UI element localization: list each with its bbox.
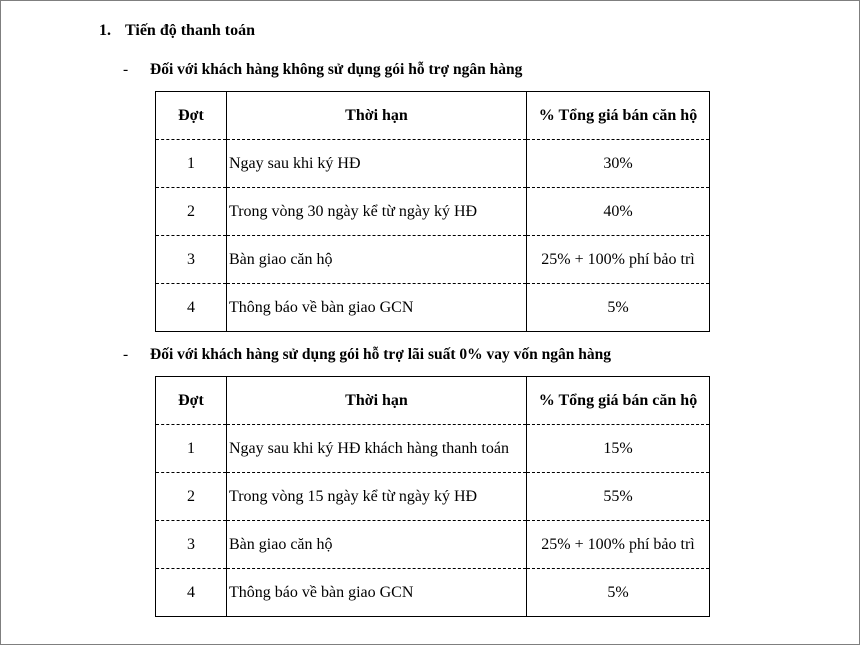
cell-dot: 4 — [156, 284, 227, 332]
bullet-dash: - — [123, 346, 129, 363]
cell-thoi-han: Bàn giao căn hộ — [227, 521, 527, 569]
cell-dot: 3 — [156, 236, 227, 284]
cell-dot: 3 — [156, 521, 227, 569]
cell-thoi-han: Ngay sau khi ký HĐ khách hàng thanh toán — [227, 425, 527, 473]
cell-dot: 2 — [156, 188, 227, 236]
cell-ty-le: 15% — [527, 425, 710, 473]
section-heading — [99, 22, 255, 40]
header-ty-le: % Tổng giá bán căn hộ — [527, 377, 710, 425]
section-number: 1. — [99, 22, 111, 39]
table-row — [156, 284, 710, 332]
bullet-dash: - — [123, 61, 129, 78]
header-thoi-han: Thời hạn — [227, 377, 527, 425]
table-header-row — [156, 92, 710, 140]
table-row — [156, 140, 710, 188]
table-row — [156, 473, 710, 521]
header-dot: Đợt — [156, 377, 227, 425]
cell-ty-le: 40% — [527, 188, 710, 236]
cell-ty-le: 25% + 100% phí bảo trì — [527, 521, 710, 569]
cell-ty-le: 5% — [527, 569, 710, 617]
cell-dot: 1 — [156, 140, 227, 188]
table-row — [156, 236, 710, 284]
payment-table-2 — [155, 376, 710, 617]
subsection-heading-2 — [123, 346, 611, 364]
table-row — [156, 521, 710, 569]
cell-thoi-han: Trong vòng 30 ngày kể từ ngày ký HĐ — [227, 188, 527, 236]
cell-dot: 2 — [156, 473, 227, 521]
table-row — [156, 569, 710, 617]
cell-ty-le: 55% — [527, 473, 710, 521]
section-title: Tiến độ thanh toán — [125, 22, 255, 39]
header-ty-le: % Tổng giá bán căn hộ — [527, 92, 710, 140]
cell-thoi-han: Thông báo về bàn giao GCN — [227, 569, 527, 617]
header-dot: Đợt — [156, 92, 227, 140]
cell-thoi-han: Bàn giao căn hộ — [227, 236, 527, 284]
subsection-heading-1 — [123, 61, 522, 79]
cell-ty-le: 5% — [527, 284, 710, 332]
cell-ty-le: 30% — [527, 140, 710, 188]
subsection-title: Đối với khách hàng sử dụng gói hỗ trợ lãi suất 0% vay vốn ngân hàng — [150, 346, 612, 363]
payment-table-1 — [155, 91, 710, 332]
cell-thoi-han: Thông báo về bàn giao GCN — [227, 284, 527, 332]
table-row — [156, 188, 710, 236]
cell-ty-le: 25% + 100% phí bảo trì — [527, 236, 710, 284]
table-row — [156, 425, 710, 473]
subsection-title: Đối với khách hàng không sử dụng gói hỗ trợ ngân hàng — [150, 61, 523, 78]
header-thoi-han: Thời hạn — [227, 92, 527, 140]
cell-thoi-han: Ngay sau khi ký HĐ — [227, 140, 527, 188]
cell-dot: 4 — [156, 569, 227, 617]
cell-dot: 1 — [156, 425, 227, 473]
cell-thoi-han: Trong vòng 15 ngày kể từ ngày ký HĐ — [227, 473, 527, 521]
table-header-row — [156, 377, 710, 425]
